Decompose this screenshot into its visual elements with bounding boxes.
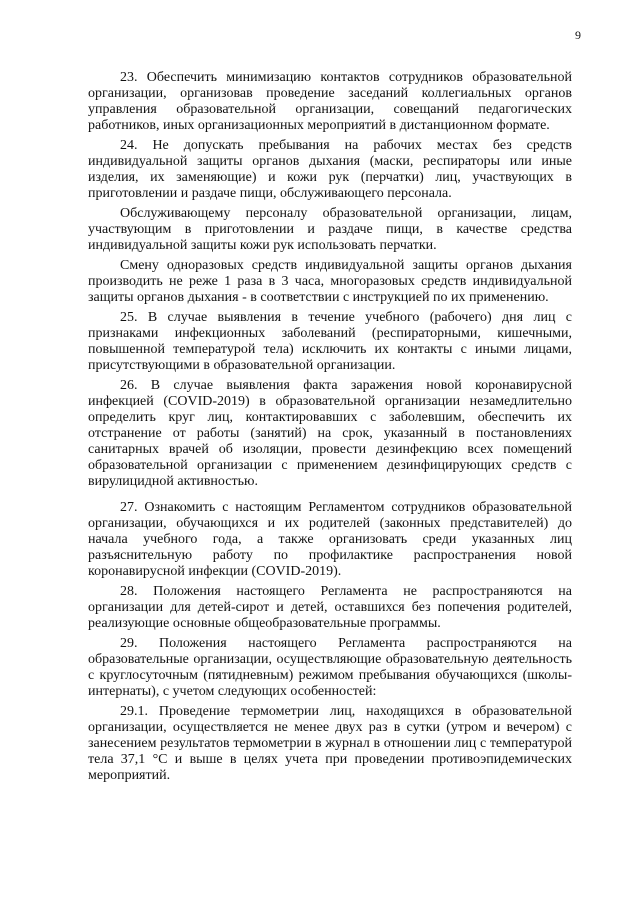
document-body — [88, 70, 572, 788]
paragraph-24-gloves: Обслуживающему персоналу образовательной организации, лицам, участвующим в приготовлении и раздаче пищи, в качестве средства индивидуальной защиты кожи рук использовать перчатки. — [88, 206, 572, 253]
paragraph-25: 25. В случае выявления в течение учебного (рабочего) дня лиц с признаками инфекционных заболеваний (респираторными, кишечными, повышенной температурой тела) исключить их контакты с иными лицами, присутствующими в образовательной организации. — [88, 310, 572, 373]
paragraph-26: 26. В случае выявления факта заражения новой коронавирусной инфекцией (COVID-2019) в образовательной организации незамедлительно определить круг лиц, контактировавших с заболевшим, обеспечить их отстранение от работы (занятий) на срок, указанный в постановлениях санитарных врачей об изоляции, провести дезинфекцию всех помещений образовательной организации с применением дезинфицирующих средств с вирулицидной активностью. — [88, 378, 572, 489]
paragraph-24: 24. Не допускать пребывания на рабочих местах без средств индивидуальной защиты органов дыхания (маски, респираторы или иные изделия, их заменяющие) и кожи рук (перчатки) лиц, участвующих в приготовлении и раздаче пищи, обслуживающего персонала. — [88, 138, 572, 201]
paragraph-29-1: 29.1. Проведение термометрии лиц, находящихся в образовательной организации, осуществляется не менее двух раз в сутки (утром и вечером) с занесением результатов термометрии в журнал в отношении лиц с температурой тела 37,1 °С и выше в целях учета при проведении противоэпидемических мероприятий. — [88, 704, 572, 783]
paragraph-29: 29. Положения настоящего Регламента распространяются на образовательные организации, осуществляющие образовательную деятельность с круглосуточным (пятидневным) режимом пребывания обучающихся (школы-интернаты), с учетом следующих особенностей: — [88, 636, 572, 699]
paragraph-24-mask-change: Смену одноразовых средств индивидуальной защиты органов дыхания производить не реже 1 раза в 3 часа, многоразовых средств индивидуальной защиты органов дыхания - в соответствии с инструкцией по их применению. — [88, 258, 572, 305]
page-number: 9 — [575, 28, 581, 42]
paragraph-27: 27. Ознакомить с настоящим Регламентом сотрудников образовательной организации, обучающихся и их родителей (законных представителей) до начала учебного года, а также организовать среди указанных лиц разъяснительную работу по профилактике распространения новой коронавирусной инфекции (COVID-2019). — [88, 500, 572, 579]
paragraph-28: 28. Положения настоящего Регламента не распространяются на организации для детей-сирот и детей, оставшихся без попечения родителей, реализующие основные общеобразовательные программы. — [88, 584, 572, 631]
paragraph-23: 23. Обеспечить минимизацию контактов сотрудников образовательной организации, организовав проведение заседаний коллегиальных органов управления образовательной организации, совещаний педагогических работников, иных организационных мероприятий в дистанционном формате. — [88, 70, 572, 133]
